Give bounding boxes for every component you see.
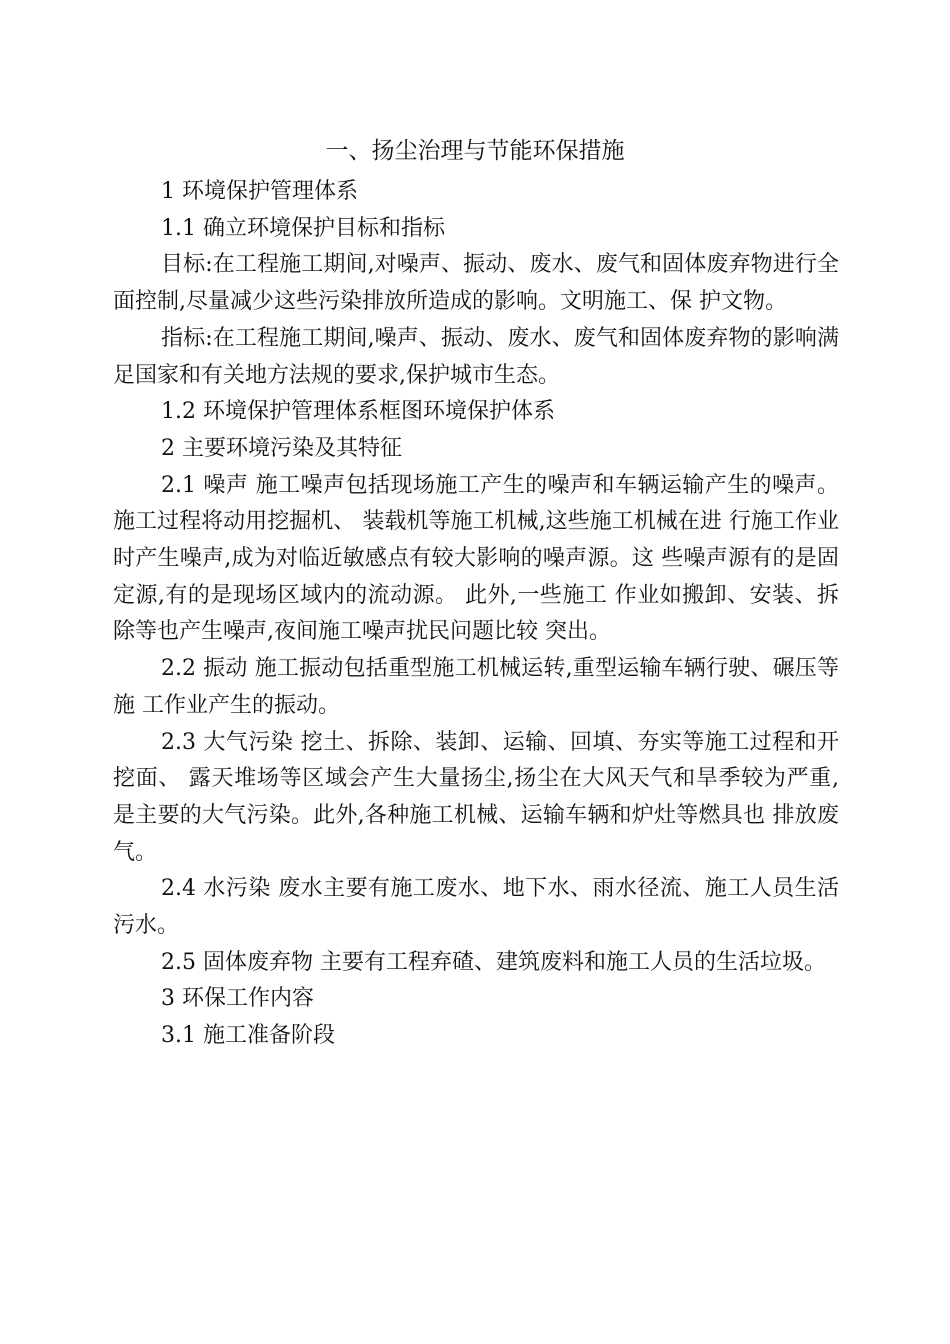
section-heading-3: 3 环保工作内容 [161,986,314,1012]
section-heading-1: 1 环境保护管理体系 [161,179,358,204]
paragraph-target: 目标:在工程施工期间,对噪声、振动、废水、废气和固体废弃物进行全面控制,尽量减少这些污染排放所造成的影响。文明施工、保 护文物。 [113,252,839,315]
section-heading-1-1: 1.1 确立环境保护目标和指标 [161,215,445,241]
section-heading-1-2: 1.2 环境保护管理体系框图环境保护体系 [161,399,555,425]
paragraph-air-pollution: 2.3 大气污染 挖土、拆除、装卸、运输、回填、夯实等施工过程和开挖面、 露天堆场等区域会产生大量扬尘,扬尘在大风天气和旱季较为严重, 是主要的大气污染。此外,各种施工机械、运输车辆和炉灶等燃具也 排放废气。 [113,729,839,865]
paragraph-water-pollution: 2.4 水污染 废水主要有施工废水、地下水、雨水径流、施工人员生活污水。 [113,876,839,939]
section-heading-3-1: 3.1 施工准备阶段 [161,1023,335,1049]
document-body [113,174,839,1055]
document-title: 一、扬尘治理与节能环保措施 [325,138,625,164]
paragraph-indicator: 指标:在工程施工期间,噪声、振动、废水、废气和固体废弃物的影响满足国家和有关地方法规的要求,保护城市生态。 [113,325,839,388]
paragraph-solid-waste: 2.5 固体废弃物 主要有工程弃碴、建筑废料和施工人员的生活垃圾。 [161,949,826,975]
section-heading-2: 2 主要环境污染及其特征 [161,435,402,461]
paragraph-vibration: 2.2 振动 施工振动包括重型施工机械运转,重型运输车辆行驶、碾压等施 工作业产生的振动。 [113,656,839,718]
paragraph-noise: 2.1 噪声 施工噪声包括现场施工产生的噪声和车辆运输产生的噪声。 施工过程将动用挖掘机、 装载机等施工机械,这些施工机械在进 行施工作业时产生噪声,成为对临近敏感点有较大影响的噪声源。这 些噪声源有的是固定源,有的是现场区域内的流动源。 此外,一些施工 作业如搬卸、安装、拆除等也产生噪声,夜间施工噪声扰民问题比较 突出。 [113,472,839,645]
